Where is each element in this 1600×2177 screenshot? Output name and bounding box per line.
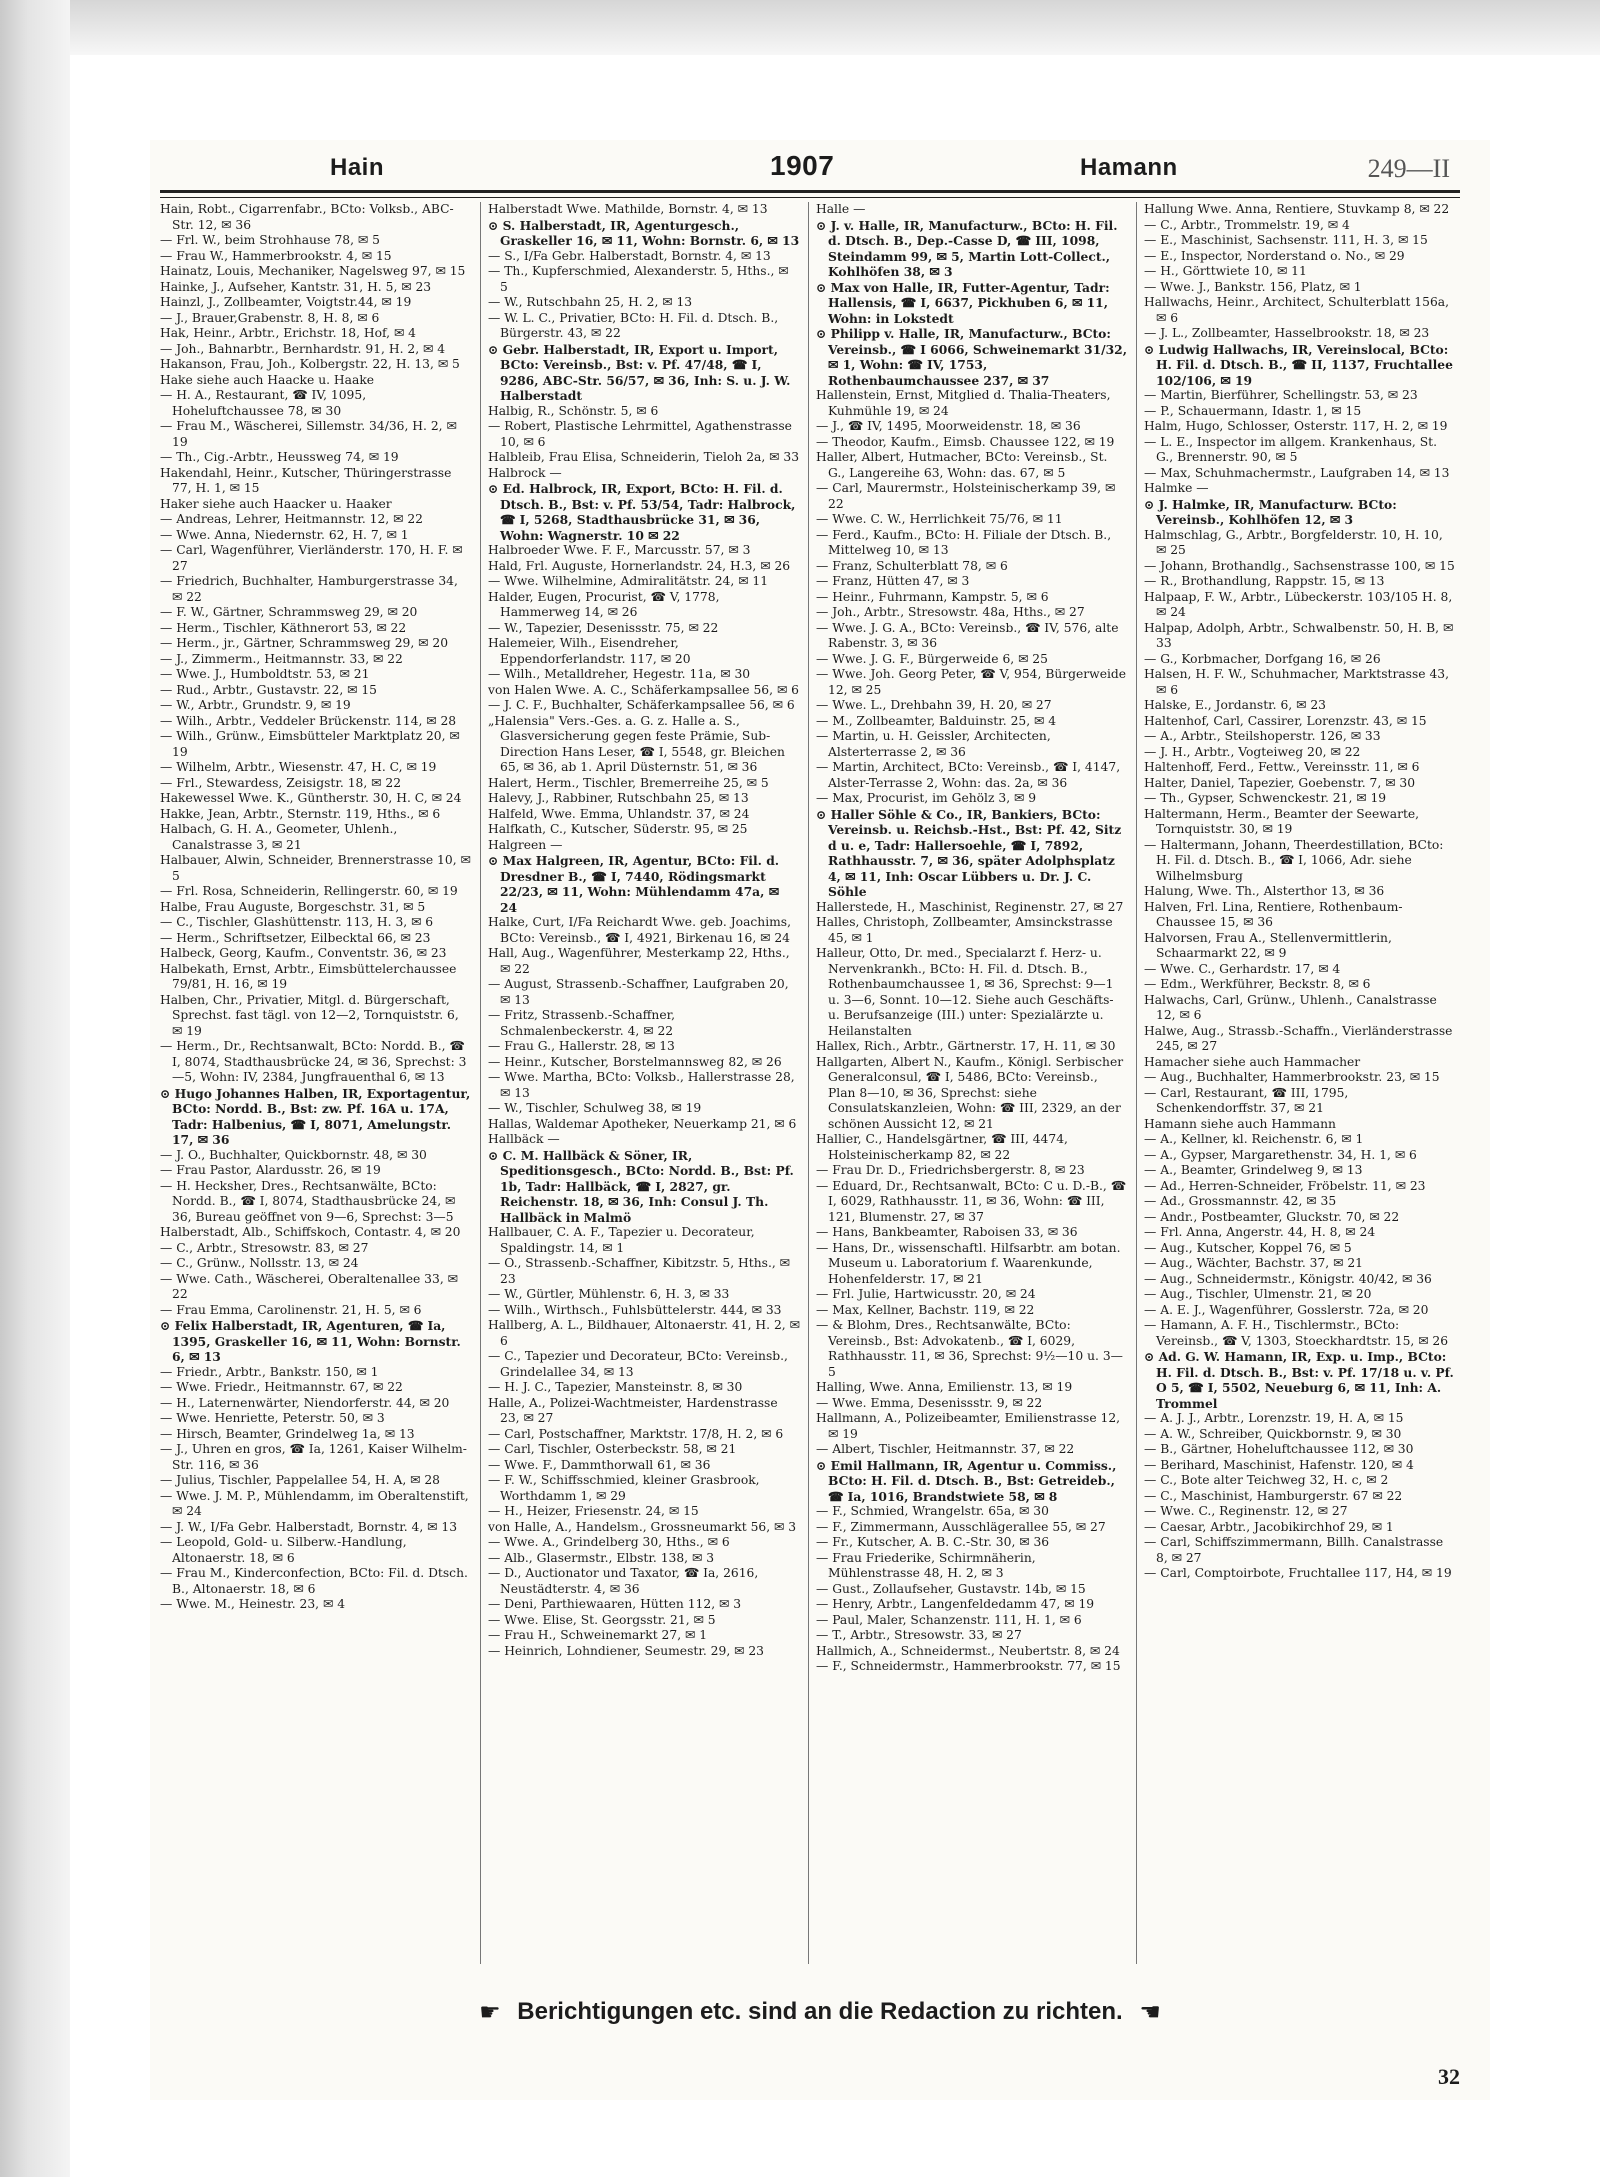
directory-entry: — Wilh., Grünw., Eimsbütteler Marktplatz 20, ✉ 19: [160, 729, 460, 759]
directory-entry: — Joh., Bahnarbtr., Bernhardstr. 91, H. 2, ✉ 4: [160, 341, 446, 356]
directory-entry: Halven, Frl. Lina, Rentiere, Rothenbaum-Chaussee 15, ✉ 36: [1144, 899, 1403, 929]
directory-entry: Halberstadt, Alb., Schiffskoch, Contastr. 4, ✉ 20: [160, 1225, 461, 1239]
directory-entry: — Aug., Wächter, Bachstr. 37, ✉ 21: [1144, 1256, 1363, 1270]
directory-entry: Halwachs, Carl, Grünw., Uhlenh., Canalstrasse 12, ✉ 6: [1144, 992, 1437, 1022]
directory-entry: Halke, Curt, I/Fa Reichardt Wwe. geb. Joachims, BCto: Vereinsb., ☎ I, 4921, Birkenau 16, ✉ 24: [488, 915, 792, 945]
directory-entry: — H. J. C., Tapezier, Mansteinstr. 8, ✉ 30: [488, 1380, 743, 1394]
directory-entry: ⊙ Philipp v. Halle, IR, Manufacturw., BCto: Vereinsb., ☎ I 6066, Schweinemarkt 31/32, ✉ 1, Wohn: ☎ IV, 1753, Rothenbaumchaussee 237, ✉ 37: [816, 326, 1128, 388]
directory-entry: Halwe, Aug., Strassb.-Schaffn., Vierländerstrasse 245, ✉ 27: [1144, 1023, 1453, 1053]
directory-entry: ⊙ Felix Halberstadt, IR, Agenturen, ☎ Ia, 1395, Graskeller 16, ✉ 11, Wohn: Bornstr. 6, ✉ 13: [160, 1318, 461, 1364]
directory-entry: — Aug., Schneidermstr., Königstr. 40/42, ✉ 36: [1144, 1271, 1432, 1286]
directory-entry: — Wwe. F., Dammthorwall 61, ✉ 36: [488, 1457, 711, 1472]
footer-notice-text: Berichtigungen etc. sind an die Redaction zu richten.: [517, 1998, 1123, 2025]
directory-entry: Hallex, Rich., Arbtr., Gärtnerstr. 17, H. 11, ✉ 30: [816, 1039, 1116, 1053]
directory-entry: — Aug., Kutscher, Koppel 76, ✉ 5: [1144, 1240, 1352, 1255]
directory-entry: — Wwe. J. M. P., Mühlendamm, im Oberaltenstift, ✉ 24: [160, 1488, 469, 1518]
directory-entry: — F. W., Schiffsschmied, kleiner Grasbrook, Worthdamm 1, ✉ 29: [488, 1473, 760, 1503]
directory-entry: Halmschlag, G., Arbtr., Borgfelderstr. 10, H. 10, ✉ 25: [1144, 527, 1443, 557]
header-year: 1907: [770, 150, 835, 181]
directory-entry: Hallberg, A. L., Bildhauer, Altonaerstr. 41, H. 2, ✉ 6: [488, 1318, 800, 1348]
directory-entry: ⊙ Gebr. Halberstadt, IR, Export u. Import, BCto: Vereinsb., Bst: v. Pf. 47/48, ☎ I, 9286, ABC-Str. 56/57, ✉ 36, Inh: S. u. J. W. Halberstadt: [488, 341, 791, 403]
directory-entry: Hallas, Waldemar Apotheker, Neuerkamp 21, ✉ 6: [488, 1116, 797, 1131]
directory-entry: Hakendahl, Heinr., Kutscher, Thüringerstrasse 77, H. 1, ✉ 15: [160, 465, 452, 495]
directory-entry: — Heinr., Fuhrmann, Kampstr. 5, ✉ 6: [816, 589, 1049, 604]
directory-entry: — Henry, Arbtr., Langenfeldedamm 47, ✉ 19: [816, 1597, 1095, 1611]
directory-entry: — Herm., Tischler, Käthnerort 53, ✉ 22: [160, 620, 407, 635]
directory-entry: — E., Maschinist, Sachsenstr. 111, H. 3, ✉ 15: [1144, 233, 1428, 247]
directory-entry: Hallbauer, C. A. F., Tapezier u. Decorateur, Spaldingstr. 14, ✉ 1: [488, 1225, 755, 1255]
directory-entry: — Wwe. Friedr., Heitmannstr. 67, ✉ 22: [160, 1380, 403, 1394]
directory-entry: — Heinrich, Lohndiener, Seumestr. 29, ✉ 23: [488, 1643, 765, 1658]
directory-entry: — Wilh., Arbtr., Veddeler Brückenstr. 114, ✉ 28: [160, 713, 457, 728]
directory-page: [150, 140, 1490, 2100]
directory-entry: — G., Korbmacher, Dorfgang 16, ✉ 26: [1144, 651, 1381, 666]
directory-entry: — R., Brothandlung, Rappstr. 15, ✉ 13: [1144, 574, 1385, 588]
directory-entry: — Julius, Tischler, Pappelallee 54, H. A, ✉ 28: [160, 1473, 441, 1487]
directory-entry: — W., Tapezier, Desenissstr. 75, ✉ 22: [488, 620, 719, 635]
directory-entry: — Friedrich, Buchhalter, Hamburgerstrasse 34, ✉ 22: [160, 574, 458, 604]
scan-binding-edge: [0, 0, 70, 2177]
directory-entry: Halfkath, C., Kutscher, Süderstr. 95, ✉ 25: [488, 822, 748, 836]
directory-entry: — P., Schauermann, Idastr. 1, ✉ 15: [1144, 403, 1362, 418]
directory-entry: Hallwachs, Heinr., Architect, Schulterblatt 156a, ✉ 6: [1144, 295, 1450, 325]
directory-entry: — W., Arbtr., Grundstr. 9, ✉ 19: [160, 698, 351, 712]
directory-entry: Halbroeder Wwe. F. F., Marcusstr. 57, ✉ 3: [488, 543, 751, 557]
directory-entry: — Carl, Comptoirbote, Fruchtallee 117, H4, ✉ 19: [1144, 1566, 1452, 1580]
directory-entry: — Wwe. Henriette, Peterstr. 50, ✉ 3: [160, 1411, 385, 1425]
directory-entry: Hallgarten, Albert N., Kaufm., Königl. Serbischer Generalconsul, ☎ I, 5486, BCto: Vereinsb., Plan 8—10, ✉ 36, Sprechst: siehe Consulatskanzleien, Wohn: ☎ III, 2329, an der schönen Aussicht 12, ✉ 21: [816, 1054, 1124, 1131]
directory-entry: Hallier, C., Handelsgärtner, ☎ III, 4474, Holsteinischerkamp 82, ✉ 22: [816, 1132, 1068, 1162]
directory-entry: — Max, Kellner, Bachstr. 119, ✉ 22: [816, 1302, 1035, 1317]
directory-entry: Halles, Christoph, Zollbeamter, Amsinckstrasse 45, ✉ 1: [816, 915, 1113, 945]
directory-entry: — C., Bote alter Teichweg 32, H. c, ✉ 2: [1144, 1473, 1389, 1487]
directory-entry: — Frau Dr. D., Friedrichsbergerstr. 8, ✉ 23: [816, 1163, 1085, 1177]
directory-entry: — S., I/Fa Gebr. Halberstadt, Bornstr. 4, ✉ 13: [488, 248, 771, 263]
directory-entry: — W., Rutschbahn 25, H. 2, ✉ 13: [488, 295, 693, 309]
directory-entry: ⊙ Emil Hallmann, IR, Agentur u. Commiss., BCto: H. Fil. d. Dtsch. B., Bst: Getreideb., ☎ Ia, 1016, Brandstwiete 58, ✉ 8: [816, 1457, 1117, 1504]
directory-entry: — A., Gypser, Margarethenstr. 34, H. 1, ✉ 6: [1144, 1147, 1417, 1162]
directory-entry: — J. C. F., Buchhalter, Schäferkampsallee 56, ✉ 6: [488, 698, 795, 712]
directory-entry: — E., Inspector, Norderstand o. No., ✉ 29: [1144, 248, 1405, 263]
directory-entry: Hainatz, Louis, Mechaniker, Nagelsweg 97, ✉ 15: [160, 264, 466, 278]
directory-entry: — Frl. Julie, Hartwicusstr. 20, ✉ 24: [816, 1287, 1036, 1301]
directory-entry: — W., Tischler, Schulweg 38, ✉ 19: [488, 1101, 702, 1115]
directory-entry: Halbrock —: [488, 465, 562, 480]
directory-entry: — Herm., Schriftsetzer, Eilbecktal 66, ✉ 23: [160, 930, 431, 945]
directory-entry: — Carl, Restaurant, ☎ III, 1795, Schenkendorffstr. 37, ✉ 21: [1144, 1085, 1349, 1115]
directory-entry: — Wilh., Wirthsch., Fuhlsbüttelerstr. 444, ✉ 33: [488, 1302, 782, 1317]
directory-entry: — Wwe. C., Reginenstr. 12, ✉ 27: [1144, 1504, 1348, 1518]
directory-entry: Halbeck, Georg, Kaufm., Conventstr. 36, ✉ 23: [160, 946, 447, 960]
directory-entry: — Wwe. A., Grindelberg 30, Hths., ✉ 6: [488, 1535, 730, 1549]
column-4: [1144, 202, 1456, 1964]
directory-entry: — J. H., Arbtr., Vogteiweg 20, ✉ 22: [1144, 744, 1361, 759]
directory-entry: — T., Arbtr., Stresowstr. 33, ✉ 27: [816, 1628, 1022, 1642]
directory-entry: — Frau G., Hallerstr. 28, ✉ 13: [488, 1039, 675, 1053]
directory-entry: — C., Tischler, Glashüttenstr. 113, H. 3, ✉ 6: [160, 915, 434, 929]
directory-entry: Halpap, Adolph, Arbtr., Schwalbenstr. 50, H. B, ✉ 33: [1144, 620, 1454, 650]
directory-entry: Hainzl, J., Zollbeamter, Voigtstr.44, ✉ 19: [160, 295, 412, 309]
directory-entry: Halpaap, F. W., Arbtr., Lübeckerstr. 103/105 H. 8, ✉ 24: [1144, 589, 1453, 619]
column-divider: [480, 202, 481, 1964]
directory-entry: Halvorsen, Frau A., Stellenvermittlerin, Schaarmarkt 22, ✉ 9: [1144, 930, 1392, 960]
directory-entry: Halbauer, Alwin, Schneider, Brennerstrasse 10, ✉ 5: [160, 853, 471, 883]
scan-top-margin: [0, 0, 1600, 55]
column-divider: [1136, 202, 1137, 1964]
directory-entry: — Frau Friederike, Schirmnäherin, Mühlenstrasse 48, H. 2, ✉ 3: [816, 1550, 1036, 1580]
directory-entry: Halle, A., Polizei-Wachtmeister, Hardenstrasse 23, ✉ 27: [488, 1395, 778, 1425]
directory-entry: Halleur, Otto, Dr. med., Specialarzt f. Herz- u. Nervenkrankh., BCto: H. Fil. d. Dtsch. B., Rothenbaumchaussee 1, ✉ 36, Sprechst: 9—1 u. 3—6, Sonnt. 10—12. Siehe auch Geschäfts- u. Berufsanzeige (III.) unter: Spezialärzte u. Heilanstalten: [816, 946, 1114, 1038]
directory-entry: — J., ☎ IV, 1495, Moorweidenstr. 18, ✉ 36: [816, 419, 1081, 433]
column-3: [816, 202, 1128, 1964]
header-left-keyword: Hain: [330, 154, 385, 181]
directory-entry: — H., Heizer, Friesenstr. 24, ✉ 15: [488, 1504, 699, 1518]
directory-entry: — Wwe. Emma, Desenissstr. 9, ✉ 22: [816, 1395, 1043, 1410]
running-header: [160, 150, 1460, 190]
directory-entry: — Th., Gypser, Schwenckestr. 21, ✉ 19: [1144, 791, 1387, 805]
directory-entry: — J. O., Buchhalter, Quickbornstr. 48, ✉ 30: [160, 1147, 427, 1162]
directory-entry: ⊙ Ludwig Hallwachs, IR, Vereinslocal, BCto: H. Fil. d. Dtsch. B., ☎ II, 1137, Fruchtallee 102/106, ✉ 19: [1144, 341, 1453, 388]
directory-entry: — F., Zimmermann, Ausschlägerallee 55, ✉ 27: [816, 1519, 1106, 1534]
directory-entry: — Johann, Brothandlg., Sachsenstrasse 100, ✉ 15: [1144, 558, 1455, 573]
directory-entry: — Robert, Plastische Lehrmittel, Agathenstrasse 10, ✉ 6: [488, 419, 792, 449]
directory-entry: Halling, Wwe. Anna, Emilienstr. 13, ✉ 19: [816, 1380, 1073, 1394]
directory-entry: — Berihard, Maschinist, Hafenstr. 120, ✉ 4: [1144, 1457, 1414, 1472]
directory-entry: — Wwe. Wilhelmine, Admiralitätstr. 24, ✉ 11: [488, 574, 769, 588]
directory-entry: — Fr., Kutscher, A. B. C.-Str. 30, ✉ 36: [816, 1535, 1050, 1549]
directory-entry: — W., Gürtler, Mühlenstr. 6, H. 3, ✉ 33: [488, 1287, 730, 1301]
column-2: [488, 202, 800, 1964]
directory-entry: — Friedr., Arbtr., Bankstr. 150, ✉ 1: [160, 1364, 379, 1379]
directory-entry: ⊙ J. Halmke, IR, Manufacturw. BCto: Vereinsb., Kohlhöfen 12, ✉ 3: [1144, 496, 1397, 527]
pointing-hand-icon: ☚: [1139, 1999, 1161, 2027]
directory-entry: — Deni, Parthiewaaren, Hütten 112, ✉ 3: [488, 1597, 742, 1611]
header-page-number: 249—II: [1367, 154, 1450, 183]
directory-entry: — Franz, Schulterblatt 78, ✉ 6: [816, 558, 1008, 573]
directory-entry: — Rud., Arbtr., Gustavstr. 22, ✉ 15: [160, 682, 378, 697]
directory-entry: — Wwe. J. G. F., Bürgerweide 6, ✉ 25: [816, 651, 1048, 666]
directory-entry: — Andreas, Lehrer, Heitmannstr. 12, ✉ 22: [160, 512, 423, 526]
directory-entry: Halgreen —: [488, 837, 563, 852]
directory-entry: ⊙ Max von Halle, IR, Futter-Agentur, Tadr: Hallensis, ☎ I, 6637, Pickhuben 6, ✉ 11, Wohn: in Lokstedt: [816, 279, 1110, 326]
directory-entry: — H. Hecksher, Dres., Rechtsanwälte, BCto: Nordd. B., ☎ I, 8074, Stadthausbrücke 24, ✉ 36, Bureau geöffnet von 9—6, Sprechst: 3—5: [160, 1178, 456, 1224]
directory-entry: — H. A., Restaurant, ☎ IV, 1095, Hoheluftchaussee 78, ✉ 30: [160, 388, 367, 418]
directory-entry: — J., Zimmerm., Heitmannstr. 33, ✉ 22: [160, 651, 403, 666]
directory-entry: Hallmich, A., Schneidermst., Neubertstr. 8, ✉ 24: [816, 1643, 1120, 1658]
directory-entry: — Wilh., Metalldreher, Hegestr. 11a, ✉ 30: [488, 667, 751, 681]
directory-entry: Halder, Eugen, Procurist, ☎ V, 1778, Hammerweg 14, ✉ 26: [488, 589, 720, 619]
directory-entry: — W. L. C., Privatier, BCto: H. Fil. d. Dtsch. B., Bürgerstr. 43, ✉ 22: [488, 310, 779, 340]
directory-entry: — H., Laternenwärter, Niendorferstr. 44, ✉ 20: [160, 1395, 450, 1410]
directory-entry: von Halen Wwe. A. C., Schäferkampsallee 56, ✉ 6: [488, 682, 799, 697]
directory-entry: — Andr., Postbeamter, Gluckstr. 70, ✉ 22: [1144, 1209, 1400, 1224]
directory-entry: — A. J. J., Arbtr., Lorenzstr. 19, H. A, ✉ 15: [1144, 1411, 1404, 1425]
directory-entry: — Herm., Dr., Rechtsanwalt, BCto: Nordd. B., ☎ I, 8074, Stadthausbrücke 24, ✉ 36, Sprechst: 3—5, Wohn: IV, 2384, Jungfrauenthal 6, ✉ 13: [160, 1039, 467, 1084]
directory-entry: ⊙ J. v. Halle, IR, Manufacturw., BCto: H. Fil. d. Dtsch. B., Dep.-Casse D, ☎ III, 1098, Steindamm 99, ✉ 5, Martin Lott-Collect., Kohlhöfen 38, ✉ 3: [816, 217, 1118, 279]
directory-entry: Halbach, G. H. A., Geometer, Uhlenh., Canalstrasse 3, ✉ 21: [160, 822, 398, 852]
directory-entry: ⊙ Hugo Johannes Halben, IR, Exportagentur, BCto: Nordd. B., Bst: zw. Pf. 16A u. 17A, Tadr: Halbenius, ☎ I, 8071, Amelungstr. 17, ✉ 36: [160, 1085, 471, 1147]
directory-entry: Halmke —: [1144, 481, 1209, 495]
directory-entry: — Th., Cig.-Arbtr., Heussweg 74, ✉ 19: [160, 450, 399, 464]
directory-entry: — Frl. Rosa, Schneiderin, Rellingerstr. 60, ✉ 19: [160, 884, 458, 898]
directory-entry: — Theodor, Kaufm., Eimsb. Chaussee 122, ✉ 19: [816, 434, 1115, 449]
directory-entry: — Gust., Zollaufseher, Gustavstr. 14b, ✉ 15: [816, 1581, 1086, 1596]
directory-entry: Hallung Wwe. Anna, Rentiere, Stuvkamp 8, ✉ 22: [1144, 202, 1450, 216]
directory-entry: — D., Auctionator und Taxator, ☎ Ia, 2616, Neustädterstr. 4, ✉ 36: [488, 1566, 759, 1596]
directory-entry: ⊙ Haller Söhle & Co., IR, Bankiers, BCto: Vereinsb. u. Reichsb.-Hst., Bst: Pf. 42, Sitz d u. e, Tadr: Hallersoehle, ☎ I, 7892, Rathhausstr. 7, ✉ 36, später Adolphsplatz 4, ✉ 11, Inh: Oscar Lübbers u. Dr. J. C. Söhle: [816, 806, 1122, 899]
directory-entry: Haller, Albert, Hutmacher, BCto: Vereinsb., St. G., Langereihe 63, Wohn: das. 67, ✉ 5: [816, 450, 1108, 480]
directory-entry: — Wwe. Martha, BCto: Volksb., Hallerstrasse 28, ✉ 13: [488, 1070, 795, 1100]
directory-entry: — O., Strassenb.-Schaffner, Kibitzstr. 5, Hths., ✉ 23: [488, 1256, 790, 1286]
directory-entry: Halert, Herm., Tischler, Bremerreihe 25, ✉ 5: [488, 775, 769, 790]
directory-entry: — Joh., Arbtr., Stresowstr. 48a, Hths., ✉ 27: [816, 605, 1085, 619]
directory-entry: Haltenhoff, Ferd., Fettw., Vereinsstr. 11, ✉ 6: [1144, 760, 1420, 774]
footer-notice: [430, 1998, 1210, 2032]
directory-entry: — Edm., Werkführer, Beckstr. 8, ✉ 6: [1144, 977, 1371, 991]
directory-entry: — J., Uhren en gros, ☎ Ia, 1261, Kaiser Wilhelm-Str. 116, ✉ 36: [160, 1442, 467, 1472]
directory-entry: — Carl, Tischler, Osterbeckstr. 58, ✉ 21: [488, 1442, 737, 1456]
directory-entry: Hakanson, Frau, Joh., Kolbergstr. 22, H. 13, ✉ 5: [160, 357, 460, 371]
directory-entry: — Ferd., Kaufm., BCto: H. Filiale der Dtsch. B., Mittelweg 10, ✉ 13: [816, 527, 1112, 557]
directory-entry: — Carl, Postschaffner, Marktstr. 17/8, H. 2, ✉ 6: [488, 1426, 784, 1441]
directory-entry: — F., Schneidermstr., Hammerbrookstr. 77, ✉ 15: [816, 1659, 1121, 1673]
directory-entry: — Wwe. J., Bankstr. 156, Platz, ✉ 1: [1144, 279, 1362, 294]
directory-entry: — Max, Procurist, im Gehölz 3, ✉ 9: [816, 791, 1037, 805]
directory-entry: — Max, Schuhmachermstr., Laufgraben 14, ✉ 13: [1144, 465, 1450, 480]
directory-entry: Hak, Heinr., Arbtr., Erichstr. 18, Hof, ✉ 4: [160, 326, 417, 340]
directory-entry: — Frl. W., beim Strohhause 78, ✉ 5: [160, 233, 380, 247]
directory-entry: — C., Maschinist, Hamburgerstr. 67 ✉ 22: [1144, 1488, 1403, 1503]
directory-entry: Hallerstede, H., Maschinist, Reginenstr. 27, ✉ 27: [816, 899, 1124, 914]
directory-entry: Halbe, Frau Auguste, Borgeschstr. 31, ✉ 5: [160, 899, 426, 914]
directory-entry: Hallbäck —: [488, 1132, 560, 1146]
directory-entry: — C., Arbtr., Trommelstr. 19, ✉ 4: [1144, 217, 1350, 232]
directory-entry: von Halle, A., Handelsm., Grossneumarkt 56, ✉ 3: [488, 1519, 797, 1534]
directory-entry: — Ad., Grossmannstr. 42, ✉ 35: [1144, 1194, 1337, 1208]
page-folio: 32: [1438, 2064, 1460, 2089]
directory-entry: Hake siehe auch Haacke u. Haake: [160, 372, 375, 387]
directory-entry: — B., Gärtner, Hoheluftchaussee 112, ✉ 30: [1144, 1442, 1414, 1456]
pointing-hand-icon: ☛: [479, 1999, 501, 2027]
directory-entry: Hall, Aug., Wagenführer, Mesterkamp 22, Hths., ✉ 22: [488, 946, 790, 976]
directory-entry: Hallmann, A., Polizeibeamter, Emilienstrasse 12, ✉ 19: [816, 1411, 1121, 1441]
directory-entry: ⊙ Ed. Halbrock, IR, Export, BCto: H. Fil. d. Dtsch. B., Bst: v. Pf. 53/54, Tadr: Halbrock, ☎ I, 5268, Stadthausbrücke 31, ✉ 36, Wohn: Wagnerstr. 10 ✉ 22: [488, 481, 796, 543]
directory-entry: — Heinr., Kutscher, Borstelmannsweg 82, ✉ 26: [488, 1054, 782, 1069]
directory-entry: — Frau Pastor, Alardusstr. 26, ✉ 19: [160, 1163, 381, 1177]
directory-entry: Halfeld, Wwe. Emma, Uhlandstr. 37, ✉ 24: [488, 806, 750, 821]
directory-entry: — M., Zollbeamter, Balduinstr. 25, ✉ 4: [816, 713, 1057, 728]
directory-entry: — Albert, Tischler, Heitmannstr. 37, ✉ 22: [816, 1442, 1075, 1456]
directory-entry: — Frau M., Wäscherei, Sillemstr. 34/36, H. 2, ✉ 19: [160, 419, 457, 449]
directory-entry: — A., Beamter, Grindelweg 9, ✉ 13: [1144, 1163, 1363, 1177]
directory-entry: — Carl, Maurermstr., Holsteinischerkamp 39, ✉ 22: [816, 481, 1116, 511]
directory-entry: — Hirsch, Beamter, Grindelweg 1a, ✉ 13: [160, 1426, 415, 1441]
directory-entry: Hakke, Jean, Arbtr., Sternstr. 119, Hths., ✉ 6: [160, 806, 441, 821]
directory-entry: Hald, Frl. Auguste, Hornerlandstr. 24, H.3, ✉ 26: [488, 558, 791, 573]
directory-entry: — Wwe. Anna, Niedernstr. 62, H. 7, ✉ 1: [160, 527, 409, 542]
directory-entry: — Frau Emma, Carolinenstr. 21, H. 5, ✉ 6: [160, 1302, 422, 1317]
directory-entry: Halung, Wwe. Th., Alsterthor 13, ✉ 36: [1144, 884, 1385, 898]
directory-entry: — C., Tapezier und Decorateur, BCto: Vereinsb., Grindelallee 34, ✉ 13: [488, 1349, 788, 1379]
directory-entry: — F., Schmied, Wrangelstr. 65a, ✉ 30: [816, 1504, 1049, 1518]
directory-entry: ⊙ C. M. Hallbäck & Söner, IR, Speditionsgesch., BCto: Nordd. B., Bst: Pf. 1b, Tadr: Hallbäck, ☎ I, 2827, gr. Reichenstr. 18, ✉ 36, Inh: Consul J. Th. Hallbäck in Malmö: [488, 1147, 794, 1225]
directory-entry: „Halensia" Vers.-Ges. a. G. z. Halle a. S., Glasversicherung gegen feste Prämie, Sub-Direction Hans Leser, ☎ I, 5548, gr. Bleichen 65, ✉ 36, ab 1. April Düsternstr. 51, ✉ 36: [488, 713, 785, 774]
directory-entry: Halter, Daniel, Tapezier, Goebenstr. 7, ✉ 30: [1144, 775, 1416, 790]
directory-entry: — Wwe. J., Humboldtstr. 53, ✉ 21: [160, 667, 370, 681]
directory-entry: Halm, Hugo, Schlosser, Osterstr. 117, H. 2, ✉ 19: [1144, 419, 1448, 433]
directory-entry: — F. W., Gärtner, Schrammsweg 29, ✉ 20: [160, 605, 418, 619]
directory-entry: — Martin, u. H. Geissler, Architecten, Alsterterrasse 2, ✉ 36: [816, 729, 1051, 759]
directory-entry: — A., Arbtr., Steilshoperstr. 126, ✉ 33: [1144, 729, 1381, 743]
directory-entry: — Leopold, Gold- u. Silberw.-Handlung, Altonaerstr. 18, ✉ 6: [160, 1535, 407, 1565]
directory-entry: — Ad., Herren-Schneider, Fröbelstr. 11, ✉ 23: [1144, 1178, 1426, 1193]
directory-entry: — A. E. J., Wagenführer, Gosslerstr. 72a, ✉ 20: [1144, 1302, 1429, 1317]
directory-entry: — Martin, Architect, BCto: Vereinsb., ☎ I, 4147, Alster-Terrasse 2, Wohn: das. 2a, ✉ 36: [816, 760, 1121, 790]
header-right-keyword: Hamann: [1080, 154, 1178, 181]
directory-entry: Hamann siehe auch Hammann: [1144, 1116, 1336, 1131]
directory-entry: — Paul, Maler, Schanzenstr. 111, H. 1, ✉ 6: [816, 1612, 1082, 1627]
directory-entry: — Hans, Bankbeamter, Raboisen 33, ✉ 36: [816, 1225, 1078, 1239]
directory-entry: Haltermann, Herm., Beamter der Seewarte, Tornquiststr. 30, ✉ 19: [1144, 806, 1420, 836]
directory-entry: — Fritz, Strassenb.-Schaffner, Schmalenbeckerstr. 4, ✉ 22: [488, 1008, 676, 1038]
directory-entry: Halberstadt Wwe. Mathilde, Bornstr. 4, ✉ 13: [488, 202, 768, 216]
directory-entry: Haltenhof, Carl, Cassirer, Lorenzstr. 43, ✉ 15: [1144, 713, 1427, 728]
directory-entry: Hainke, J., Aufseher, Kantstr. 31, H. 5, ✉ 23: [160, 279, 432, 294]
directory-entry: — Hans, Dr., wissenschaftl. Hilfsarbtr. am botan. Museum u. Laboratorium f. Waarenkunde, Hohenfelderstr. 17, ✉ 21: [816, 1240, 1121, 1286]
directory-entry: — Wwe. J. G. A., BCto: Vereinsb., ☎ IV, 576, alte Rabenstr. 3, ✉ 36: [816, 620, 1119, 650]
directory-entry: Hamacher siehe auch Hammacher: [1144, 1054, 1361, 1069]
directory-columns: [160, 202, 1460, 1964]
directory-entry: Halevy, J., Rabbiner, Rutschbahn 25, ✉ 13: [488, 791, 749, 805]
directory-entry: — J., Brauer,Grabenstr. 8, H. 8, ✉ 6: [160, 310, 380, 325]
directory-entry: — Wwe. M., Heinestr. 23, ✉ 4: [160, 1597, 346, 1611]
directory-entry: — Wwe. Elise, St. Georgsstr. 21, ✉ 5: [488, 1612, 716, 1627]
directory-entry: — Aug., Buchhalter, Hammerbrookstr. 23, ✉ 15: [1144, 1070, 1440, 1084]
directory-entry: — Frau W., Hammerbrookstr. 4, ✉ 15: [160, 248, 392, 263]
directory-entry: — Aug., Tischler, Ulmenstr. 21, ✉ 20: [1144, 1287, 1372, 1301]
directory-entry: — L. E., Inspector im allgem. Krankenhaus, St. G., Brennerstr. 90, ✉ 5: [1144, 434, 1438, 464]
directory-entry: — Wwe. Joh. Georg Peter, ☎ V, 954, Bürgerweide 12, ✉ 25: [816, 667, 1127, 697]
directory-entry: — Frl. Anna, Angerstr. 44, H. 8, ✉ 24: [1144, 1225, 1376, 1239]
directory-entry: — Wwe. C. W., Herrlichkeit 75/76, ✉ 11: [816, 512, 1063, 526]
directory-entry: Halbekath, Ernst, Arbtr., Eimsbüttelerchaussee 79/81, H. 16, ✉ 19: [160, 961, 457, 991]
directory-entry: — Frau M., Kinderconfection, BCto: Fil. d. Dtsch. B., Altonaerstr. 18, ✉ 6: [160, 1566, 468, 1596]
directory-entry: — Frl., Stewardess, Zeisigstr. 18, ✉ 22: [160, 775, 402, 790]
directory-entry: — Martin, Bierführer, Schellingstr. 53, ✉ 23: [1144, 388, 1418, 402]
directory-entry: Halske, E., Jordanstr. 6, ✉ 23: [1144, 698, 1326, 712]
directory-entry: — Carl, Wagenführer, Vierländerstr. 170, H. F. ✉ 27: [160, 543, 463, 573]
directory-entry: Halle —: [816, 202, 866, 216]
directory-entry: Halbig, R., Schönstr. 5, ✉ 6: [488, 403, 659, 418]
directory-entry: — Eduard, Dr., Rechtsanwalt, BCto: C u. D.-B., ☎ I, 6029, Rathhausstr. 11, ✉ 36, Wohn: ☎ III, 121, Blumenstr. 27, ✉ 37: [816, 1178, 1127, 1224]
directory-entry: ⊙ S. Halberstadt, IR, Agenturgesch., Graskeller 16, ✉ 11, Wohn: Bornstr. 6, ✉ 13: [488, 217, 800, 248]
column-1: [160, 202, 472, 1964]
directory-entry: — Alb., Glasermstr., Elbstr. 138, ✉ 3: [488, 1550, 715, 1565]
directory-entry: — Wwe. L., Drehbahn 39, H. 20, ✉ 27: [816, 698, 1052, 712]
directory-entry: — Franz, Hütten 47, ✉ 3: [816, 574, 970, 588]
directory-entry: Haker siehe auch Haacker u. Haaker: [160, 496, 392, 511]
directory-entry: Halben, Chr., Privatier, Mitgl. d. Bürgerschaft, Sprechst. fast tägl. von 12—2, Tornquiststr. 6, ✉ 19: [160, 992, 459, 1038]
directory-entry: — H., Görttwiete 10, ✉ 11: [1144, 264, 1307, 278]
directory-entry: — Frau H., Schweinemarkt 27, ✉ 1: [488, 1628, 708, 1642]
directory-entry: — Haltermann, Johann, Theerdestillation, BCto: H. Fil. d. Dtsch. B., ☎ I, 1066, Adr. siehe Wilhelmsburg: [1144, 837, 1444, 883]
directory-entry: — C., Arbtr., Stresowstr. 83, ✉ 27: [160, 1240, 369, 1255]
directory-entry: — Wwe. Cath., Wäscherei, Oberaltenallee 33, ✉ 22: [160, 1271, 458, 1301]
directory-entry: — August, Strassenb.-Schaffner, Laufgraben 20, ✉ 13: [488, 977, 789, 1007]
directory-entry: — Wwe. C., Gerhardstr. 17, ✉ 4: [1144, 961, 1341, 976]
directory-entry: — Th., Kupferschmied, Alexanderstr. 5, Hths., ✉ 5: [488, 264, 789, 294]
directory-entry: Hain, Robt., Cigarrenfabr., BCto: Volksb., ABC-Str. 12, ✉ 36: [160, 202, 454, 232]
directory-entry: — & Blohm, Dres., Rechtsanwälte, BCto: Vereinsb., Bst: Advokatenb., ☎ I, 6029, Rathhausstr. 11, ✉ 36, Sprechst: 9½—10 u. 3—5: [816, 1318, 1123, 1379]
directory-entry: ⊙ Ad. G. W. Hamann, IR, Exp. u. Imp., BCto: H. Fil. d. Dtsch. B., Bst: v. Pf. 17/18 u. v. Pf. O 5, ☎ I, 5502, Neueburg 6, ✉ 11, Inh: A. Trommel: [1144, 1349, 1454, 1411]
column-divider: [808, 202, 809, 1964]
directory-entry: — Wilhelm, Arbtr., Wiesenstr. 47, H. C, ✉ 19: [160, 760, 437, 774]
directory-entry: ⊙ Max Halgreen, IR, Agentur, BCto: Fil. d. Dresdner B., ☎ I, 7440, Rödingsmarkt 22/23, ✉ 11, Wohn: Mühlendamm 47a, ✉ 24: [488, 853, 780, 915]
directory-entry: Hallenstein, Ernst, Mitglied d. Thalia-Theaters, Kuhmühle 19, ✉ 24: [816, 388, 1111, 418]
directory-entry: — A., Kellner, kl. Reichenstr. 6, ✉ 1: [1144, 1132, 1364, 1146]
directory-entry: — J. W., I/Fa Gebr. Halberstadt, Bornstr. 4, ✉ 13: [160, 1519, 458, 1534]
directory-entry: Halsen, H. F. W., Schuhmacher, Marktstrasse 43, ✉ 6: [1144, 667, 1450, 697]
directory-entry: — Caesar, Arbtr., Jacobikirchhof 29, ✉ 1: [1144, 1519, 1394, 1534]
header-rule: [160, 190, 1460, 198]
directory-entry: Halemeier, Wilh., Eisendreher, Eppendorferlandstr. 117, ✉ 20: [488, 636, 691, 666]
directory-entry: — Hamann, A. F. H., Tischlermstr., BCto: Vereinsb., ☎ V, 1303, Stoeckhardtstr. 15, ✉ 26: [1144, 1318, 1449, 1348]
directory-entry: Halbleib, Frau Elisa, Schneiderin, Tieloh 2a, ✉ 33: [488, 450, 800, 464]
directory-entry: — Herm., jr., Gärtner, Schrammsweg 29, ✉ 20: [160, 636, 449, 650]
directory-entry: — C., Grünw., Nollsstr. 13, ✉ 24: [160, 1256, 359, 1270]
directory-entry: — J. L., Zollbeamter, Hasselbrookstr. 18, ✉ 23: [1144, 326, 1430, 340]
directory-entry: — Carl, Schiffszimmermann, Billh. Canalstrasse 8, ✉ 27: [1144, 1535, 1444, 1565]
directory-entry: — A. W., Schreiber, Quickbornstr. 9, ✉ 30: [1144, 1426, 1402, 1441]
directory-entry: Hakewessel Wwe. K., Güntherstr. 30, H. C, ✉ 24: [160, 791, 462, 805]
